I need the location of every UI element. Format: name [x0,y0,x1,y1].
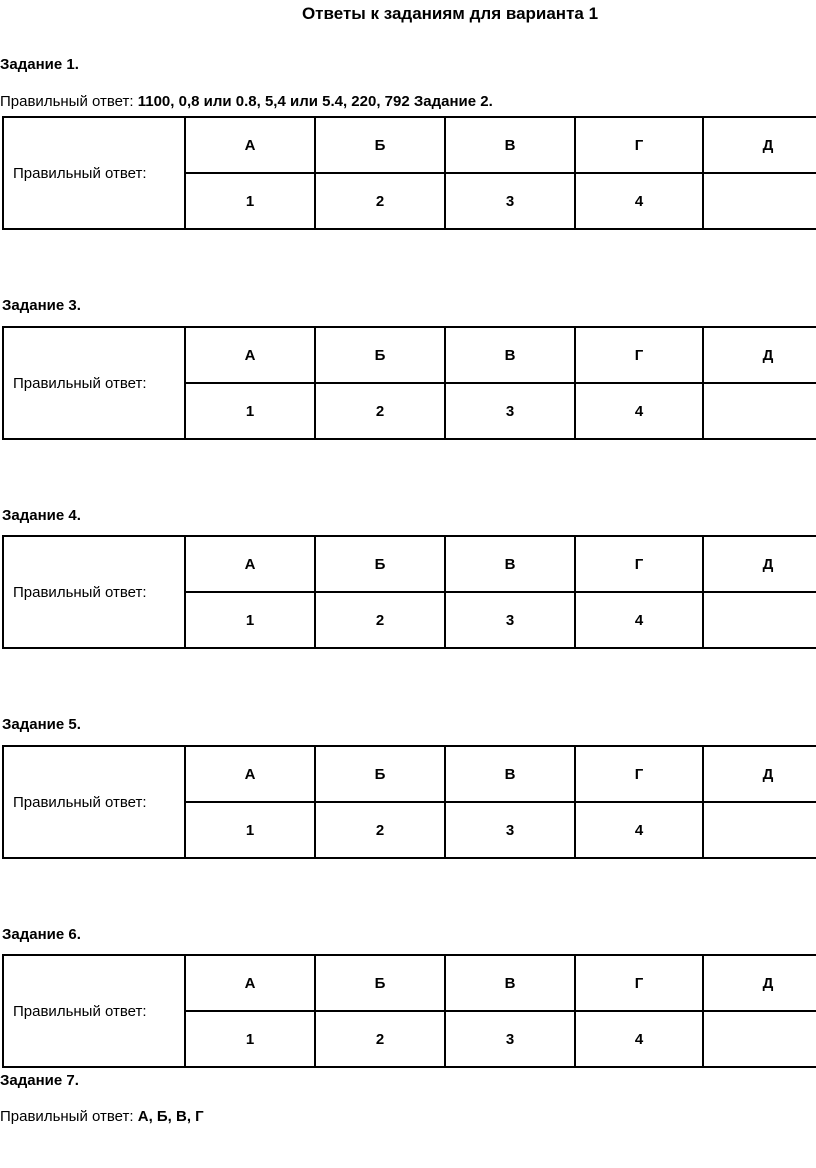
task5-answer-table [2,745,816,859]
task1-answer-line [0,93,493,110]
letter-cell: В [445,117,575,173]
page-title: Ответы к заданиям для варианта 1 [301,4,599,23]
answer-cell[interactable] [703,383,816,439]
letter-cell: Д [703,536,816,592]
task5-heading: Задание 5. [2,716,81,733]
answer-cell[interactable]: 1 [185,592,315,648]
letter-cell: А [185,327,315,383]
task3-answer-table [2,326,816,440]
answer-cell[interactable]: 2 [315,592,445,648]
answer-cell[interactable]: 3 [445,592,575,648]
task1-answer-prefix: Правильный ответ: [0,93,138,110]
letter-cell: А [185,746,315,802]
task1-answer-value: 1100, 0,8 или 0.8, 5,4 или 5.4, 220, 792 Задание 2. [137,93,493,110]
answer-cell[interactable]: 4 [575,592,703,648]
answer-cell[interactable]: 2 [315,1011,445,1067]
letter-cell: Д [703,327,816,383]
letter-cell: Б [315,536,445,592]
letter-cell: В [445,536,575,592]
answer-cell[interactable]: 1 [185,383,315,439]
table-label: Правильный ответ: [3,746,185,858]
answer-cell[interactable]: 2 [315,383,445,439]
answer-cell[interactable] [703,592,816,648]
table-row [3,955,816,1011]
letter-cell: Д [703,955,816,1011]
letter-cell: В [445,327,575,383]
answer-cell[interactable]: 1 [185,173,315,229]
letter-cell: В [445,746,575,802]
task2-answer-table [2,116,816,230]
task4-answer-table [2,535,816,649]
answer-cell[interactable]: 3 [445,383,575,439]
answer-cell[interactable]: 1 [185,802,315,858]
table-row [3,536,816,592]
letter-cell: Д [703,746,816,802]
answer-cell[interactable]: 1 [185,1011,315,1067]
letter-cell: Г [575,955,703,1011]
task6-answer-table [2,954,816,1068]
answer-cell[interactable]: 4 [575,1011,703,1067]
answer-cell[interactable]: 2 [315,802,445,858]
answer-cell[interactable]: 3 [445,1011,575,1067]
answer-cell[interactable] [703,802,816,858]
answer-cell[interactable]: 3 [445,173,575,229]
task7-answer-prefix: Правильный ответ: [0,1108,138,1125]
answer-cell[interactable] [703,1011,816,1067]
letter-cell: Г [575,117,703,173]
letter-cell: Б [315,955,445,1011]
answer-cell[interactable]: 2 [315,173,445,229]
letter-cell: А [185,117,315,173]
answer-cell[interactable]: 4 [575,383,703,439]
letter-cell: В [445,955,575,1011]
letter-cell: Г [575,746,703,802]
task7-answer-line [0,1108,204,1125]
task1-heading: Задание 1. [0,56,79,73]
answer-cell[interactable]: 4 [575,173,703,229]
task4-heading: Задание 4. [2,507,81,524]
table-label: Правильный ответ: [3,536,185,648]
answer-cell[interactable]: 3 [445,802,575,858]
task7-answer-value: А, Б, В, Г [137,1108,204,1125]
letter-cell: Б [315,746,445,802]
task3-heading: Задание 3. [2,297,81,314]
table-label: Правильный ответ: [3,955,185,1067]
task7-heading: Задание 7. [0,1072,79,1089]
letter-cell: Д [703,117,816,173]
letter-cell: Б [315,327,445,383]
letter-cell: Г [575,536,703,592]
letter-cell: А [185,536,315,592]
answer-cell[interactable]: 4 [575,802,703,858]
answer-cell[interactable] [703,173,816,229]
letter-cell: Б [315,117,445,173]
table-label: Правильный ответ: [3,117,185,229]
letter-cell: Г [575,327,703,383]
table-row [3,327,816,383]
table-label: Правильный ответ: [3,327,185,439]
letter-cell: А [185,955,315,1011]
table-row [3,117,816,173]
table-row [3,746,816,802]
task6-heading: Задание 6. [2,926,81,943]
